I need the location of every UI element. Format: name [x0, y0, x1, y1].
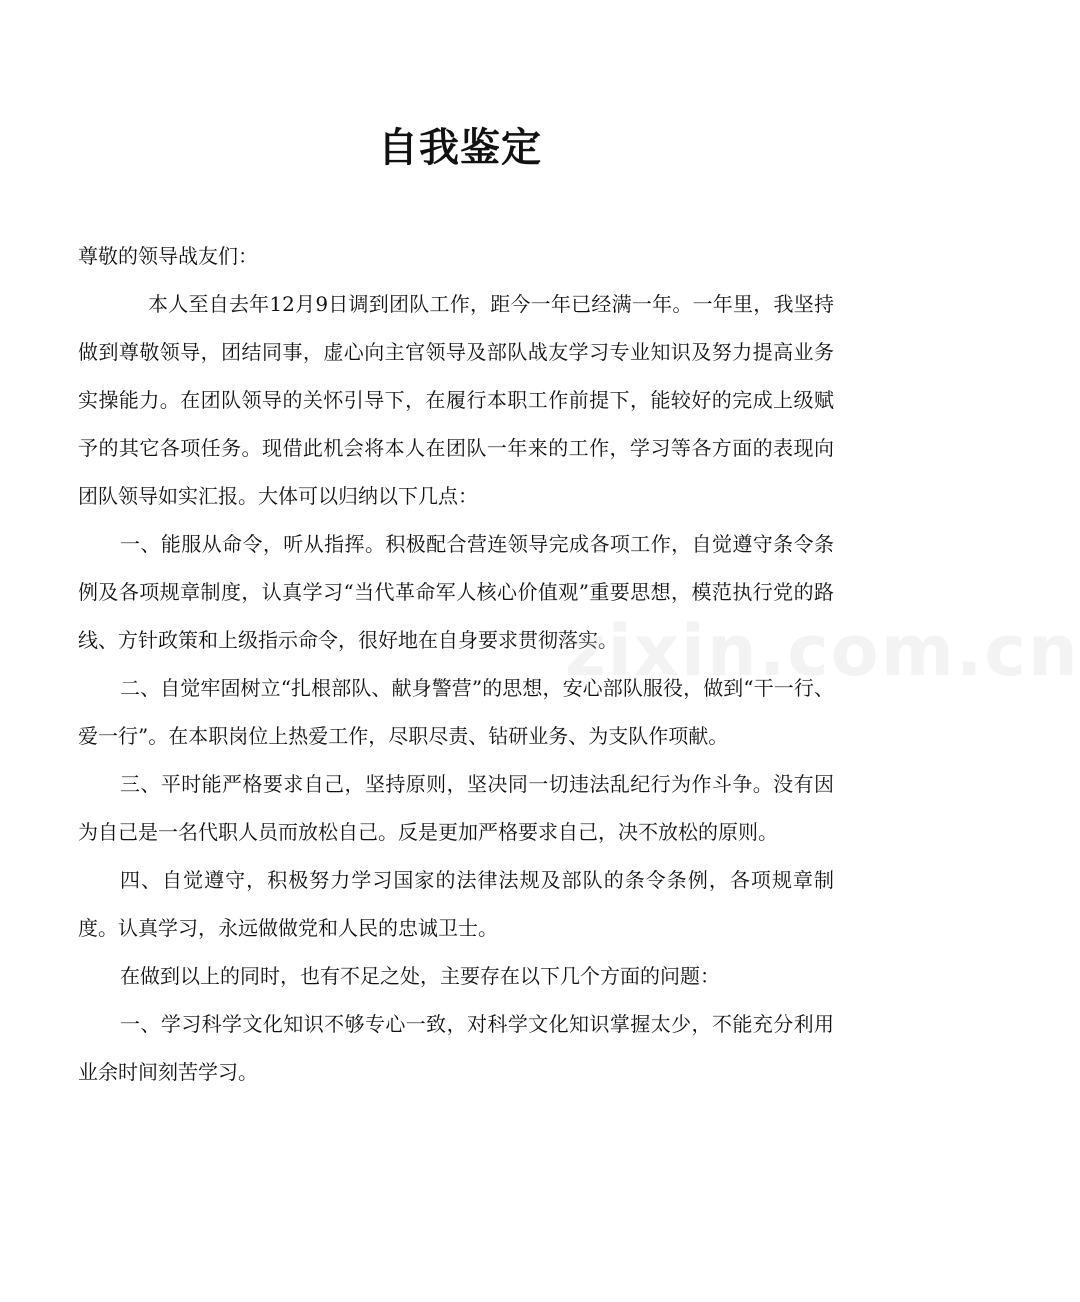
- paragraph-shortcomings-intro: 在做到以上的同时，也有不足之处，主要存在以下几个方面的问题：: [120, 964, 720, 988]
- watermark: zixin.com.cn: [565, 610, 1080, 692]
- paragraph-point-3: 三、平时能严格要求自己，坚持原则，坚决同一切违法乱纪行为作斗争。没有因为自己是一名代职人员而放松自己。反是更加严格要求自己，决不放松的原则。: [78, 772, 834, 844]
- document-title: 自我鉴定: [378, 125, 542, 171]
- paragraph-point-4: 四、自觉遵守，积极努力学习国家的法律法规及部队的条令条例，各项规章制度。认真学习，永远做做党和人民的忠诚卫士。: [78, 868, 834, 940]
- document-body: [78, 232, 834, 1096]
- paragraph-shortcoming-1: 一、学习科学文化知识不够专心一致，对科学文化知识掌握太少，不能充分利用业余时间刻苦学习。: [78, 1012, 834, 1084]
- paragraph-point-2: 二、自觉牢固树立“扎根部队、献身警营”的思想，安心部队服役，做到“干一行、爱一行”。在本职岗位上热爱工作，尽职尽责、钻研业务、为支队作项献。: [78, 676, 834, 748]
- paragraph-intro: 本人至自去年12月9日调到团队工作，距今一年已经满一年。一年里，我坚持做到尊敬领导，团结同事，虚心向主官领导及部队战友学习专业知识及努力提高业务实操能力。在团队领导的关怀引导下，在履行本职工作前提下，能较好的完成上级赋予的其它各项任务。现借此机会将本人在团队一年来的工作，学习等各方面的表现向团队领导如实汇报。大体可以归纳以下几点：: [78, 292, 834, 508]
- paragraph-point-1: 一、能服从命令，听从指挥。积极配合营连领导完成各项工作，自觉遵守条令条例及各项规章制度，认真学习“当代革命军人核心价值观”重要思想，模范执行党的路线、方针政策和上级指示命令，很好地在自身要求贯彻落实。: [78, 532, 834, 652]
- salutation: 尊敬的领导战友们：: [78, 244, 258, 268]
